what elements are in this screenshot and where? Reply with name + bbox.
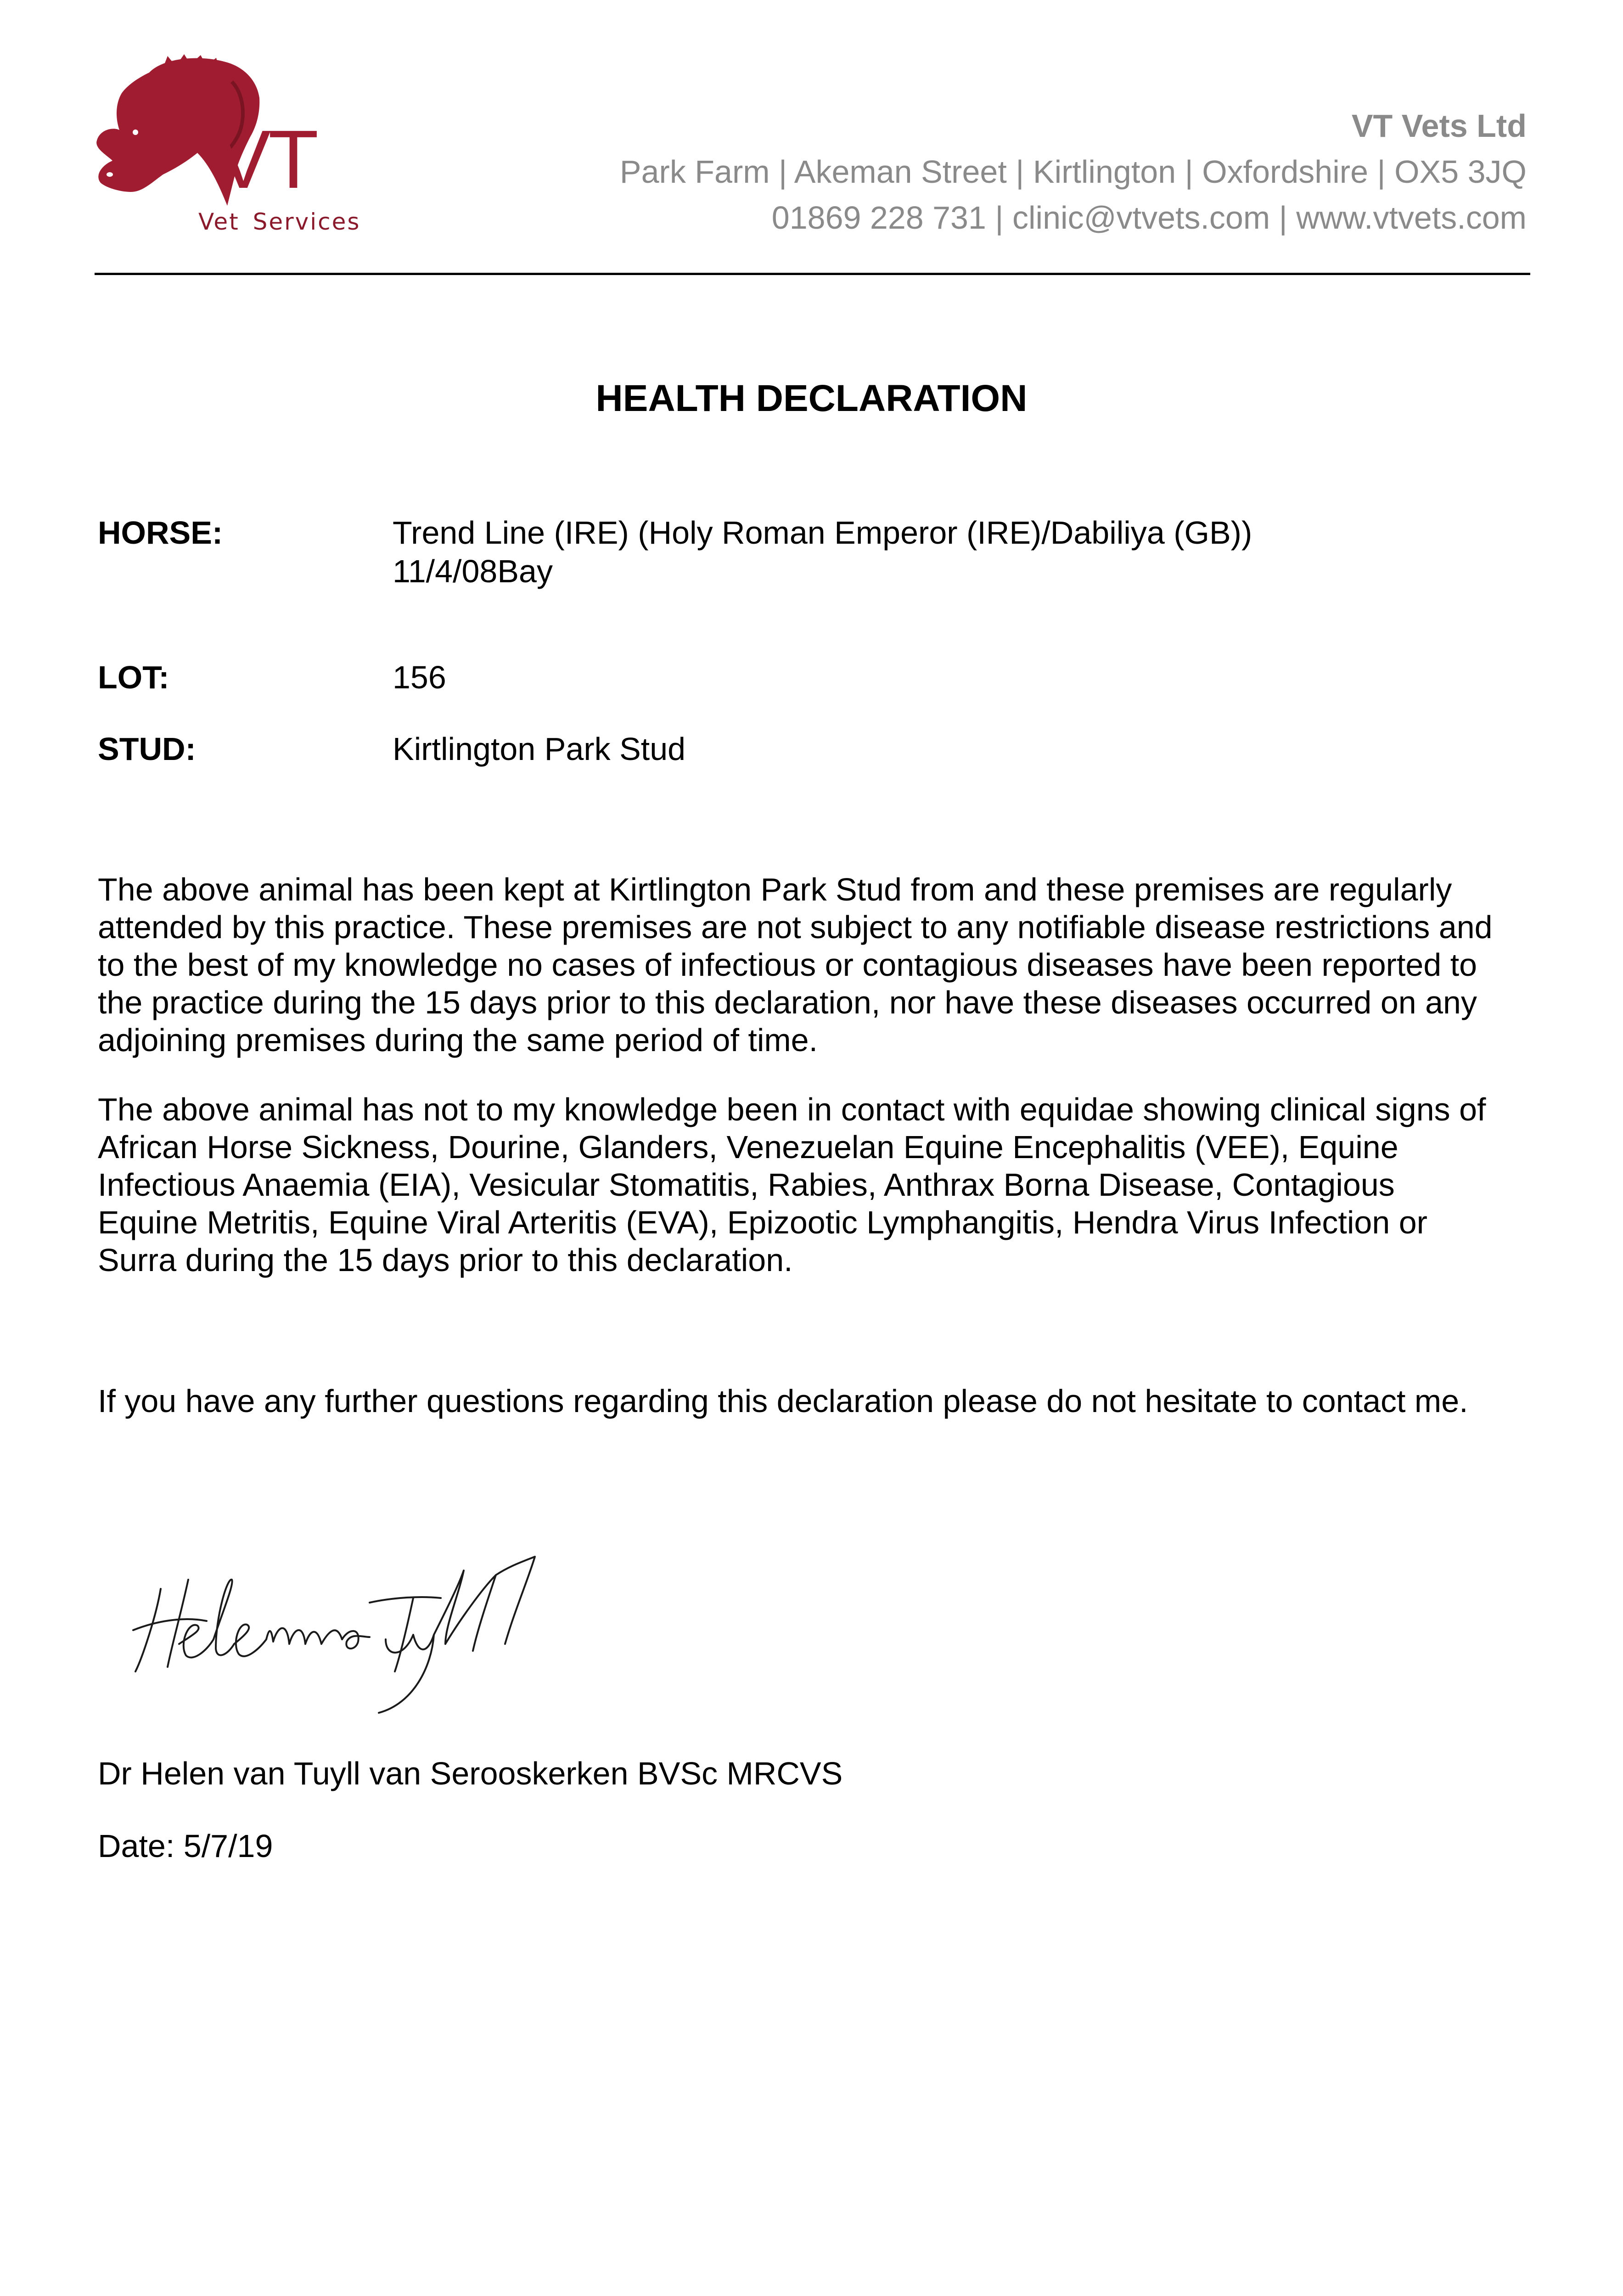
- lot-value: 156: [393, 659, 446, 695]
- company-name: VT Vets Ltd: [1351, 108, 1527, 144]
- stud-value: Kirtlington Park Stud: [393, 731, 686, 767]
- company-contact: 01869 228 731 | clinic@vtvets.com | www.vtvets.com: [771, 200, 1527, 236]
- horse-value: [393, 513, 1252, 591]
- paragraph-line: Equine Metritis, Equine Viral Arteritis (EVA), Epizootic Lymphangitis, Hendra Virus Infection or: [98, 1204, 1427, 1240]
- declaration-date: Date: 5/7/19: [98, 1828, 273, 1864]
- paragraph-line: to the best of my knowledge no cases of infectious or contagious diseases have been reported to: [98, 947, 1477, 983]
- paragraph-line: Surra during the 15 days prior to this declaration.: [98, 1242, 793, 1278]
- paragraph-contact-disease: [98, 1091, 1544, 1279]
- paragraph-line: African Horse Sickness, Dourine, Glanders, Venezuelan Equine Encephalitis (VEE), Equine: [98, 1129, 1398, 1165]
- paragraph-line: the practice during the 15 days prior to this declaration, nor have these diseases occurred on any: [98, 985, 1477, 1020]
- paragraph-premises: [98, 871, 1544, 1059]
- paragraph-line: The above animal has not to my knowledge been in contact with equidae showing clinical signs of: [98, 1092, 1486, 1127]
- document-title: HEALTH DECLARATION: [595, 377, 1028, 419]
- handwritten-signature-icon: [129, 1552, 556, 1717]
- paragraph-line: Infectious Anaemia (EIA), Vesicular Stomatitis, Rabies, Anthrax Borna Disease, Contagious: [98, 1167, 1395, 1203]
- company-details: [620, 103, 1527, 241]
- header-divider: [95, 273, 1530, 275]
- signer-name: Dr Helen van Tuyll van Serooskerken BVSc MRCVS: [98, 1756, 843, 1791]
- paragraph-line: The above animal has been kept at Kirtlington Park Stud from and these premises are regularly: [98, 872, 1452, 907]
- logo-wordmark: VT: [216, 113, 316, 206]
- paragraph-line: attended by this practice. These premises are not subject to any notifiable disease restrictions and: [98, 909, 1493, 945]
- horse-value-line1: Trend Line (IRE) (Holy Roman Emperor (IRE)/Dabiliya (GB)): [393, 515, 1252, 551]
- lot-label: LOT:: [98, 659, 169, 695]
- logo-subtitle: Vet Services: [198, 208, 361, 235]
- stud-label: STUD:: [98, 731, 196, 767]
- horse-value-line2: 11/4/08Bay: [393, 553, 553, 589]
- paragraph-further-questions: If you have any further questions regarding this declaration please do not hesitate to contact me.: [98, 1383, 1468, 1419]
- horse-label: HORSE:: [98, 515, 223, 551]
- company-address: Park Farm | Akeman Street | Kirtlington | Oxfordshire | OX5 3JQ: [619, 154, 1527, 190]
- paragraph-line: adjoining premises during the same period of time.: [98, 1022, 818, 1058]
